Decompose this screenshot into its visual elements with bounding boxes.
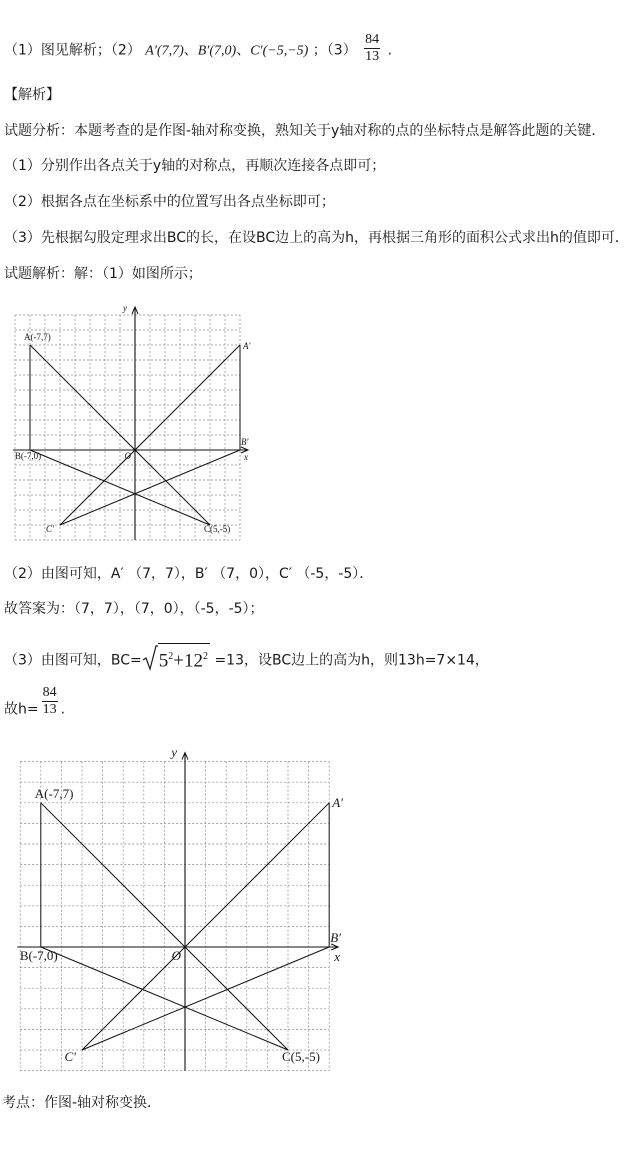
answer-fraction — [364, 32, 380, 65]
point-C-label: C(5,-5) — [282, 1049, 320, 1064]
point-B-label: B(-7,0) — [14, 451, 42, 461]
analysis-line-2: （1）分别作出各点关于y轴的对称点，再顺次连接各点即可； — [4, 158, 386, 174]
solution-line-8 — [4, 646, 489, 675]
answer-b-prime: B′(7,0) — [197, 43, 237, 59]
point-C-label: C(5,-5) — [204, 524, 231, 534]
sqrt-plus: + — [173, 650, 184, 672]
footer-knowledge-point: 考点：作图-轴对称变换． — [2, 1095, 162, 1111]
solution-line8-suffix: =13，设BC边上的高为h，则13h=7×14， — [214, 652, 489, 669]
answer-part1-text: 图见解析； — [40, 42, 111, 59]
coordinate-graph-large — [2, 744, 357, 1074]
sqrt-exp-a: 2 — [168, 651, 174, 662]
h-frac-num: 84 — [42, 685, 57, 700]
origin-label: O — [171, 948, 181, 963]
x-axis-label: x — [244, 452, 248, 462]
answer-a-prime: A′(7,7) — [145, 43, 184, 59]
solution-line8-prefix: （3）由图可知，BC= — [4, 652, 142, 669]
answer-c-prime: C′(−5,−5) — [250, 43, 309, 59]
analysis-line-1: 试题分析：本题考查的是作图-轴对称变换，熟知关于y轴对称的点的坐标特点是解答此题的关键． — [4, 123, 606, 139]
analysis-line-4: （3）先根据勾股定理求出BC的长，在设BC边上的高为h，再根据三角形的面积公式求出h的值即可． — [4, 230, 629, 246]
sqrt-expression — [142, 643, 210, 672]
point-C-prime-label: C′ — [64, 1049, 76, 1064]
edge-BC-prime — [60, 450, 240, 525]
point-A-label: A(-7,7) — [34, 785, 74, 801]
h-fraction — [42, 685, 58, 718]
answer-part2-label: （2） — [110, 42, 141, 59]
point-A-label: A(-7,7) — [24, 332, 51, 342]
analysis-line-3: （2）根据各点在坐标系中的位置写出各点坐标即可； — [4, 194, 335, 210]
point-B-prime-label: B′ — [241, 437, 249, 447]
x-axis-label: x — [334, 949, 340, 964]
answer-part3-label: （3） — [326, 42, 357, 59]
answer-sep2: 、 — [236, 42, 251, 59]
y-axis-label: y — [171, 744, 177, 760]
solution-line-7: 故答案为：（7，7），（7，0），（-5，-5）； — [4, 601, 264, 617]
answer-period: . — [387, 42, 393, 59]
point-A-prime-label: A′ — [243, 341, 251, 351]
analysis-line-5: 试题解析：解：（1）如图所示； — [4, 266, 202, 282]
sqrt-b: 12 — [184, 650, 203, 672]
solution-line9-prefix: 故h= — [4, 701, 39, 718]
sqrt-exp-b: 2 — [203, 651, 208, 662]
answer-frac-num: 84 — [365, 32, 380, 47]
radical-sign — [142, 645, 158, 671]
edge-AC-prime — [82, 803, 329, 1050]
sqrt-a: 5 — [158, 650, 169, 672]
coordinate-graph-small — [4, 298, 254, 543]
edge-BC — [30, 450, 210, 525]
point-B-prime-label: B′ — [330, 930, 341, 945]
answer-frac-den: 13 — [365, 49, 380, 64]
answer-sep1: 、 — [183, 42, 198, 59]
point-A-prime-label: A′ — [332, 794, 343, 810]
h-frac-den: 13 — [42, 702, 57, 717]
answer-part1-label: （1） — [4, 42, 41, 59]
y-axis-label: y — [123, 303, 127, 313]
origin-label: O — [124, 451, 131, 461]
solution-line9-suffix: . — [60, 701, 66, 718]
analysis-header: 【解析】 — [4, 87, 60, 103]
answer-semicolon: ； — [312, 42, 327, 59]
point-B-label: B(-7,0) — [19, 948, 58, 963]
solution-line-9 — [4, 685, 66, 726]
answer-summary — [4, 34, 392, 67]
point-C-prime-label: C′ — [46, 524, 54, 534]
solution-line-6: （2）由图可知，A′ （7，7），B′ （7，0），C′ （-5，-5）． — [4, 566, 374, 582]
